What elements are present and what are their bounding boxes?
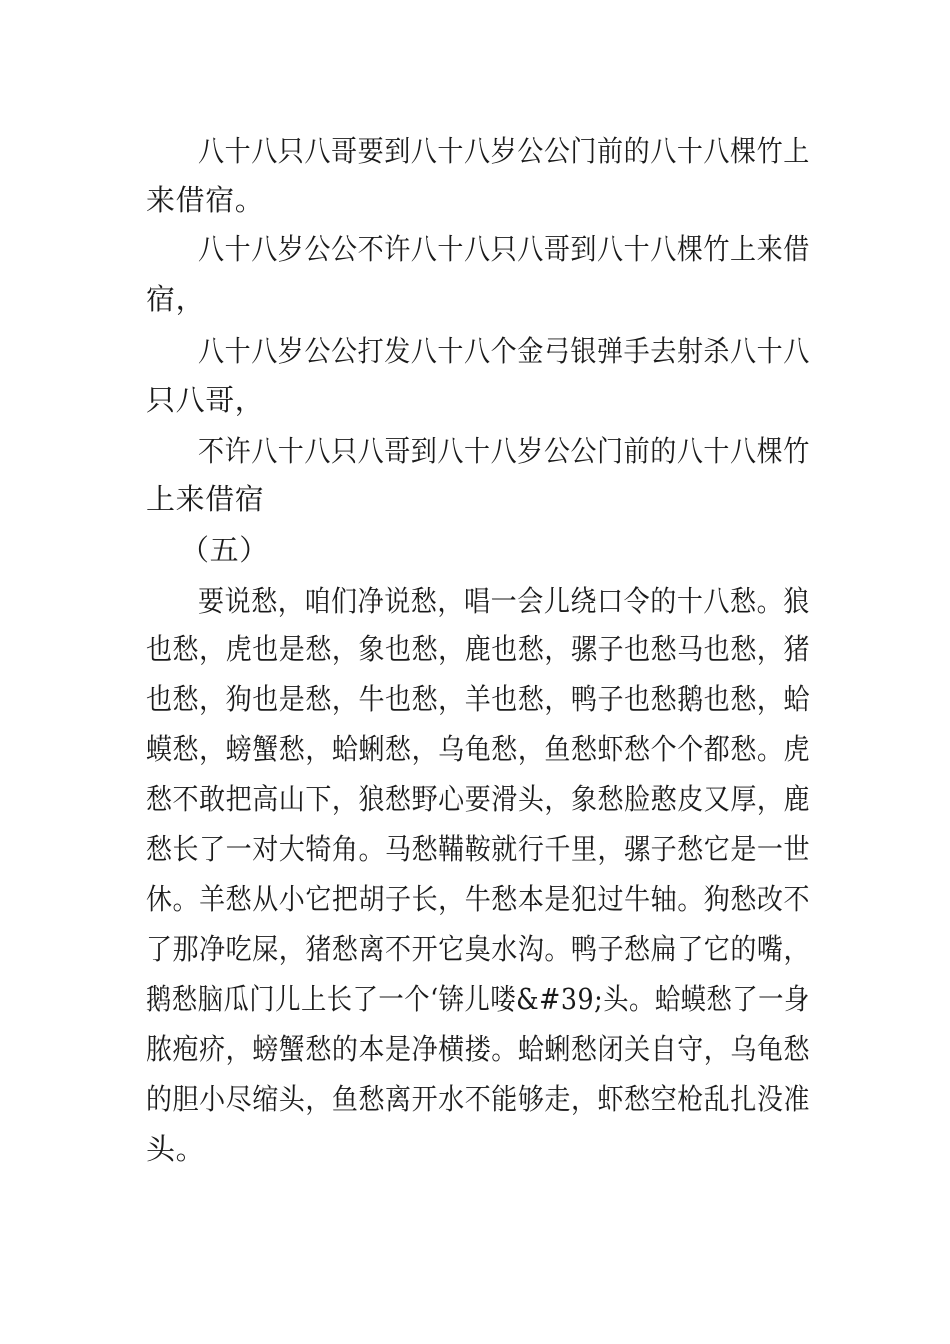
text-line: 宿， [146,282,206,316]
text-line: 蟆愁，螃蟹愁，蛤蜊愁，乌龟愁，鱼愁虾愁个个都愁。虎 [146,732,811,766]
text-line: 脓疱疥，螃蟹愁的本是净横搂。蛤蜊愁闭关自守，乌龟愁 [146,1032,811,1066]
text-line: 休。羊愁从小它把胡子长，牛愁本是犯过牛轴。狗愁改不 [146,882,811,916]
text-line: 鹅愁脑瓜门儿上长了一个‘锛儿喽&#39;头。蛤蟆愁了一身 [146,982,810,1016]
text-line: 八十八岁公公打发八十八个金弓银弹手去射杀八十八 [198,334,810,368]
text-line: 来借宿。 [146,183,265,217]
text-line: 愁长了一对大犄角。马愁鞴鞍就行千里，骡子愁它是一世 [146,832,811,866]
text-line: 也愁，虎也是愁，象也愁，鹿也愁，骡子也愁马也愁，猪 [146,632,811,666]
text-line: 头。 [146,1132,206,1166]
text-line: 上来借宿 [146,482,265,516]
text-line: 只八哥， [146,383,265,417]
text-line: 也愁，狗也是愁，牛也愁，羊也愁，鸭子也愁鹅也愁，蛤 [146,682,811,716]
text-line: 八十八岁公公不许八十八只八哥到八十八棵竹上来借 [198,232,810,266]
section-heading: （五） [180,533,269,567]
text-line: 不许八十八只八哥到八十八岁公公门前的八十八棵竹 [198,434,810,468]
text-line: 的胆小尽缩头，鱼愁离开水不能够走，虾愁空枪乱扎没准 [146,1082,811,1116]
text-line: 了那净吃屎，猪愁离不开它臭水沟。鸭子愁扁了它的嘴， [146,932,811,966]
text-line: 八十八只八哥要到八十八岁公公门前的八十八棵竹上 [198,134,810,168]
text-line: 愁不敢把高山下，狼愁野心要滑头，象愁脸憨皮又厚，鹿 [146,782,811,816]
text-line: 要说愁，咱们净说愁，唱一会儿绕口令的十八愁。狼 [198,584,810,618]
